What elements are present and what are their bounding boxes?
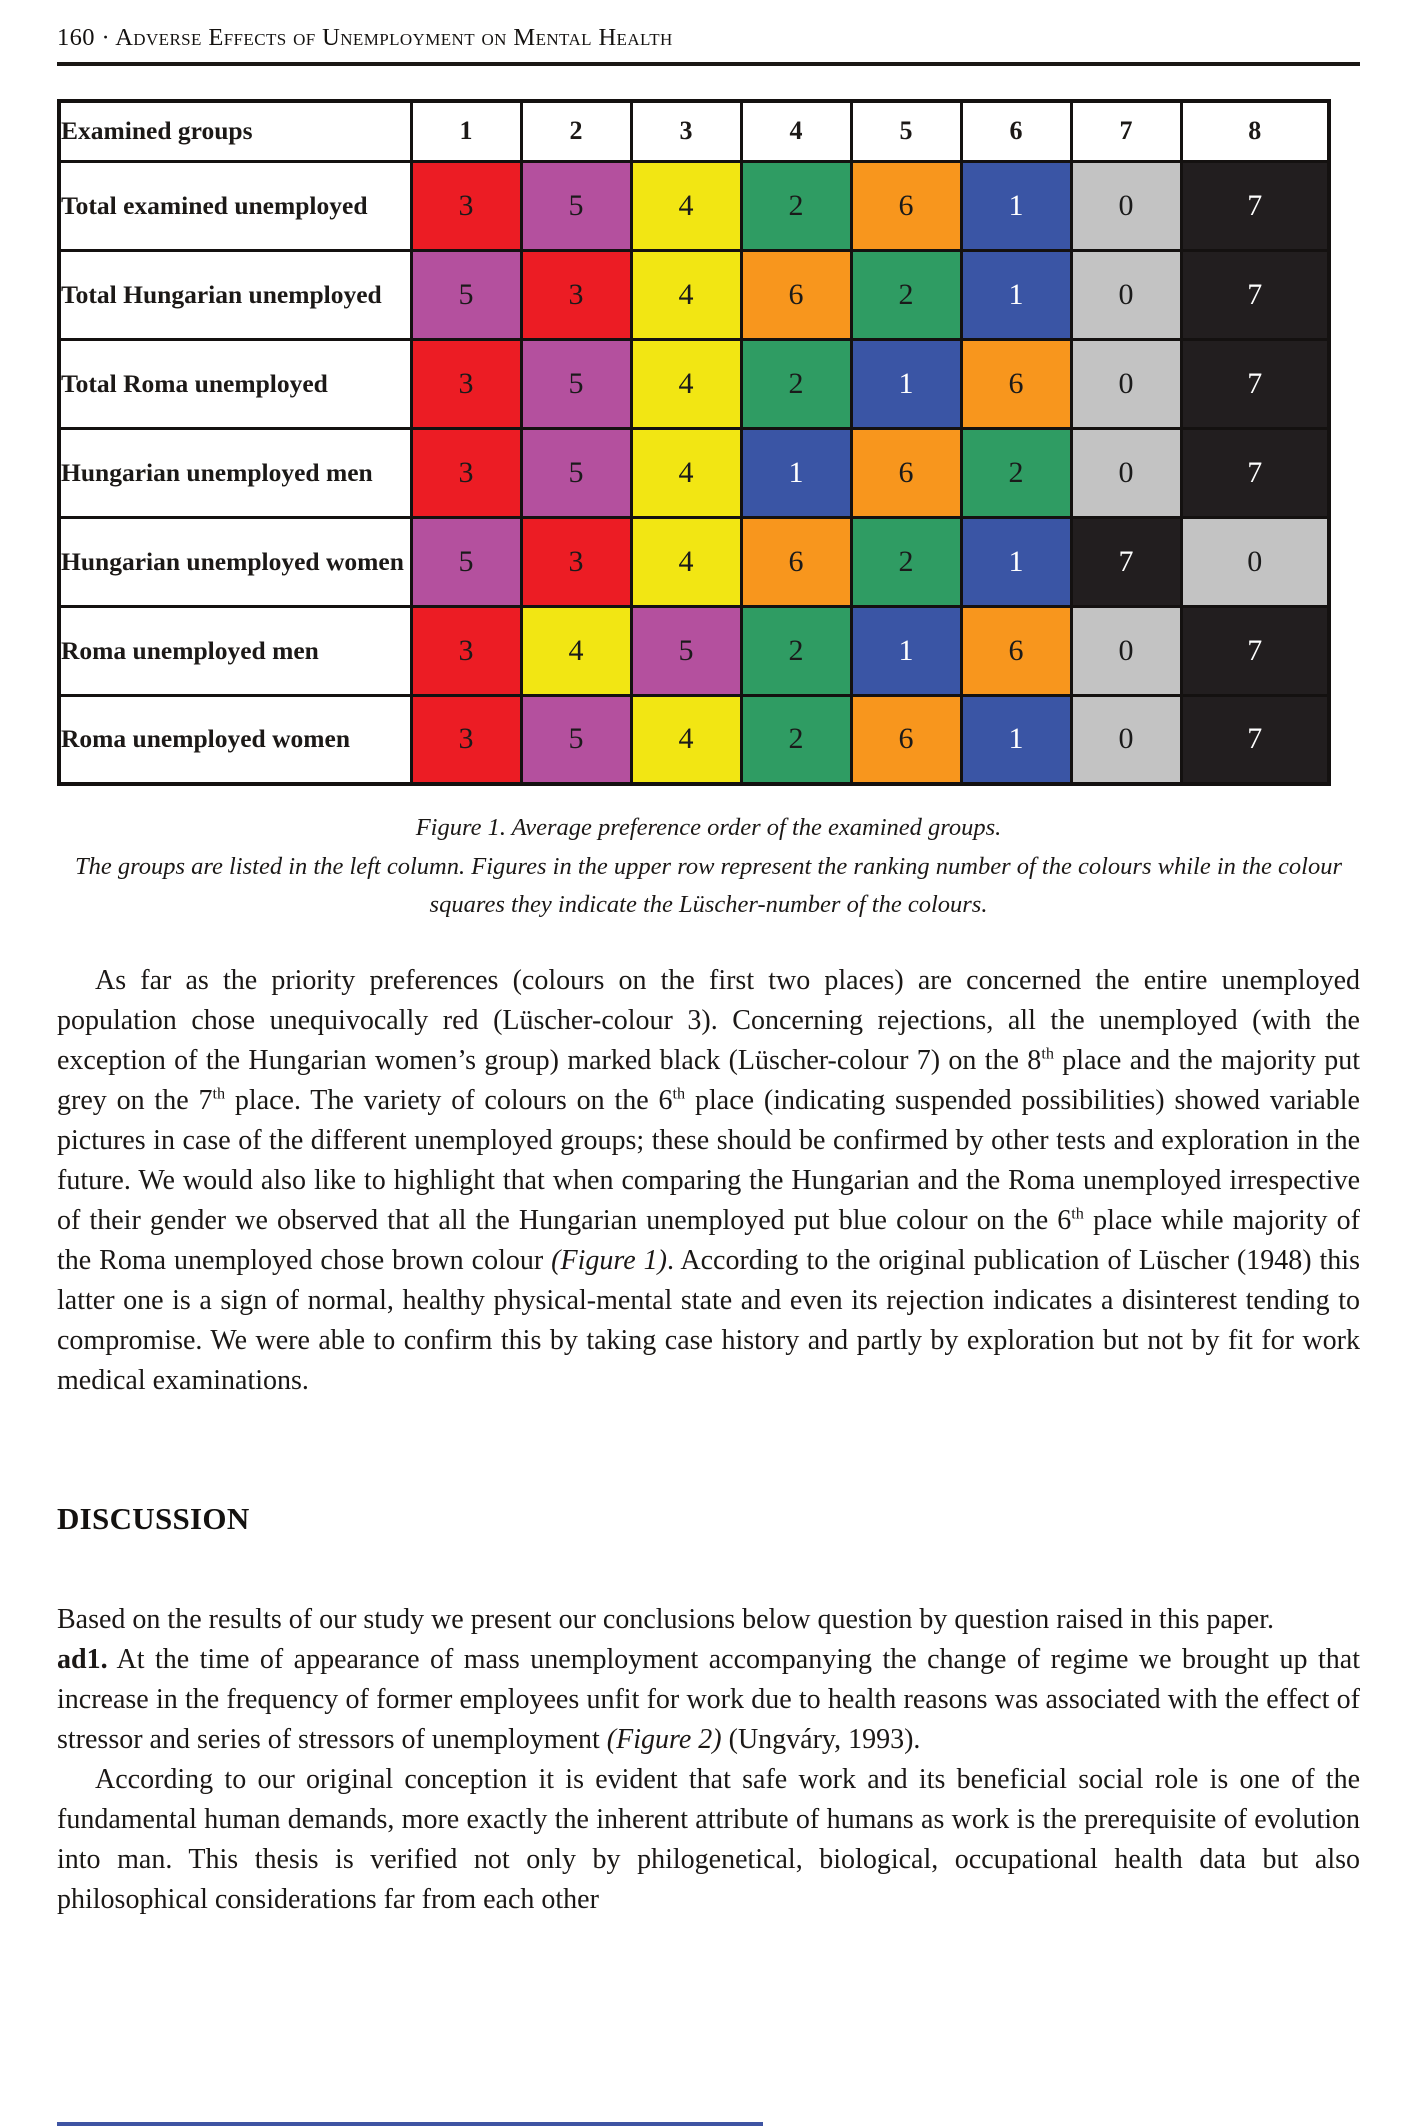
group-label-cell: Roma unemployed women (59, 695, 411, 784)
color-cell: 7 (1181, 250, 1329, 339)
color-cell: 0 (1071, 250, 1181, 339)
color-cell: 5 (411, 250, 521, 339)
paragraph-text: (Ungváry, 1993). (721, 1723, 921, 1755)
color-cell: 6 (961, 606, 1071, 695)
paragraph-according: According to our original conception it is evident that safe work and its beneficial social role is one of the fundamental human demands, more exactly the inherent attribute of humans as work is the prerequisite of evolution into man. This thesis is verified not only by philogenetical, biological, occupational health data but also philosophical considerations far from each other (57, 1763, 1360, 1915)
paragraph-text: place and the majority put grey on the 7 (57, 1045, 1360, 1117)
color-cell: 4 (631, 339, 741, 428)
color-cell: 7 (1181, 339, 1329, 428)
group-label-cell: Hungarian unemployed women (59, 517, 411, 606)
ordinal-suffix: th (672, 1084, 686, 1103)
rank-header-1: 1 (411, 101, 521, 161)
rank-header-2: 2 (521, 101, 631, 161)
color-cell: 0 (1181, 517, 1329, 606)
ordinal-suffix: th (212, 1084, 226, 1103)
paragraph-text: As far as the priority preferences (colours on the first two places) are concerned the entire unemployed population chose unequivocally red (Lüscher-colour 3). Concerning rejections, all the unemployed (with the exception of the Hungarian women’s group) marked black (Lüscher-colour 7) on the 8 (57, 965, 1360, 1077)
color-cell: 3 (411, 606, 521, 695)
figure1-table (57, 99, 1331, 786)
running-header: 160 · Adverse Effects of Unemployment on Mental Health (57, 0, 1360, 66)
color-cell: 6 (851, 161, 961, 250)
color-cell: 2 (851, 250, 961, 339)
color-cell: 2 (741, 695, 851, 784)
paragraph-results (57, 961, 1360, 1401)
color-cell: 7 (1181, 695, 1329, 784)
ad1-label: ad1. (57, 1643, 108, 1675)
figure2-reference: (Figure 2) (606, 1723, 722, 1755)
paragraph-ad1 (57, 1640, 1360, 1760)
color-cell: 5 (631, 606, 741, 695)
color-cell: 1 (851, 606, 961, 695)
color-cell: 0 (1071, 695, 1181, 784)
discussion-heading: DISCUSSION (57, 1501, 250, 1537)
body-text (57, 961, 1360, 1920)
paragraph-text: place. The variety of colours on the 6 (225, 1085, 673, 1117)
color-cell: 1 (851, 339, 961, 428)
color-cell: 4 (521, 606, 631, 695)
rank-header-8: 8 (1181, 101, 1329, 161)
rank-header-7: 7 (1071, 101, 1181, 161)
color-cell: 0 (1071, 606, 1181, 695)
color-cell: 4 (631, 428, 741, 517)
color-cell: 5 (521, 695, 631, 784)
table-row-roma-women (59, 695, 1329, 784)
figure2-top-edge (57, 2122, 763, 2126)
color-cell: 4 (631, 517, 741, 606)
group-label-cell: Roma unemployed men (59, 606, 411, 695)
color-cell: 1 (961, 250, 1071, 339)
figure1-reference: (Figure 1) (551, 1245, 667, 1277)
rank-header-3: 3 (631, 101, 741, 161)
paragraph-based-on: Based on the results of our study we present our conclusions below question by question raised in this paper. (57, 1603, 1275, 1635)
rank-header-4: 4 (741, 101, 851, 161)
color-cell: 6 (851, 695, 961, 784)
color-cell: 5 (411, 517, 521, 606)
color-cell: 2 (961, 428, 1071, 517)
color-cell: 6 (741, 250, 851, 339)
color-cell: 1 (961, 695, 1071, 784)
color-cell: 2 (741, 339, 851, 428)
table-row-total-hungarian (59, 250, 1329, 339)
color-cell: 2 (741, 161, 851, 250)
group-label-cell: Hungarian unemployed men (59, 428, 411, 517)
color-cell: 5 (521, 161, 631, 250)
ordinal-suffix: th (1071, 1204, 1084, 1223)
rank-header-6: 6 (961, 101, 1071, 161)
figure1-caption (57, 809, 1360, 925)
color-cell: 5 (521, 339, 631, 428)
examined-groups-header: Examined groups (59, 101, 411, 161)
rank-header-5: 5 (851, 101, 961, 161)
color-cell: 0 (1071, 161, 1181, 250)
color-cell: 3 (521, 517, 631, 606)
color-cell: 4 (631, 250, 741, 339)
figure1-caption-title: Figure 1. Average preference order of the examined groups. (415, 814, 1002, 841)
color-cell: 6 (741, 517, 851, 606)
table-row-hungarian-men (59, 428, 1329, 517)
color-cell: 4 (631, 161, 741, 250)
paragraph-text: . According to the original publication of Lüscher (1948) this latter one is a sign of normal, healthy physical-mental state and even its rejection indicates a disinterest tending to compromise. We were able to confirm this by taking case history and partly by exploration but not by fit for work medical examinations. (57, 1245, 1360, 1397)
group-label-cell: Total Hungarian unemployed (59, 250, 411, 339)
table-header-row (59, 101, 1329, 161)
group-label-cell: Total Roma unemployed (59, 339, 411, 428)
color-cell: 7 (1181, 161, 1329, 250)
color-cell: 4 (631, 695, 741, 784)
table-row-hungarian-women (59, 517, 1329, 606)
color-cell: 7 (1181, 428, 1329, 517)
color-cell: 3 (411, 339, 521, 428)
color-cell: 5 (521, 428, 631, 517)
color-cell: 1 (741, 428, 851, 517)
color-cell: 3 (411, 161, 521, 250)
table-row-total-roma (59, 339, 1329, 428)
color-cell: 3 (521, 250, 631, 339)
color-cell: 1 (961, 517, 1071, 606)
color-cell: 2 (851, 517, 961, 606)
paragraph-text: At the time of appearance of mass unemployment accompanying the change of regime we brought up that increase in the frequency of former employees unfit for work due to health reasons was associated with the effect of stressor and series of stressors of unemployment (57, 1643, 1360, 1755)
color-cell: 3 (411, 695, 521, 784)
color-cell: 2 (741, 606, 851, 695)
table-row-roma-men (59, 606, 1329, 695)
color-cell: 6 (961, 339, 1071, 428)
color-cell: 0 (1071, 339, 1181, 428)
color-cell: 7 (1071, 517, 1181, 606)
paragraph-text: place while majority of the Roma unemployed chose brown colour (57, 1205, 1360, 1277)
figure1-caption-note: The groups are listed in the left column. Figures in the upper row represent the ranking number of the colours while in the colour squares they indicate the Lüscher-number of the colours. (74, 852, 1343, 919)
color-cell: 7 (1181, 606, 1329, 695)
color-cell: 6 (851, 428, 961, 517)
table-row-total-examined (59, 161, 1329, 250)
color-cell: 1 (961, 161, 1071, 250)
color-cell: 3 (411, 428, 521, 517)
ordinal-suffix: th (1041, 1044, 1054, 1063)
paragraph-text: place (indicating suspended possibilities) showed variable pictures in case of the different unemployed groups; these should be confirmed by other tests and exploration in the future. We would also like to highlight that when comparing the Hungarian and the Roma unemployed irrespective of their gender we observed that all the Hungarian unemployed put blue colour on the 6 (57, 1085, 1360, 1237)
group-label-cell: Total examined unemployed (59, 161, 411, 250)
color-cell: 0 (1071, 428, 1181, 517)
